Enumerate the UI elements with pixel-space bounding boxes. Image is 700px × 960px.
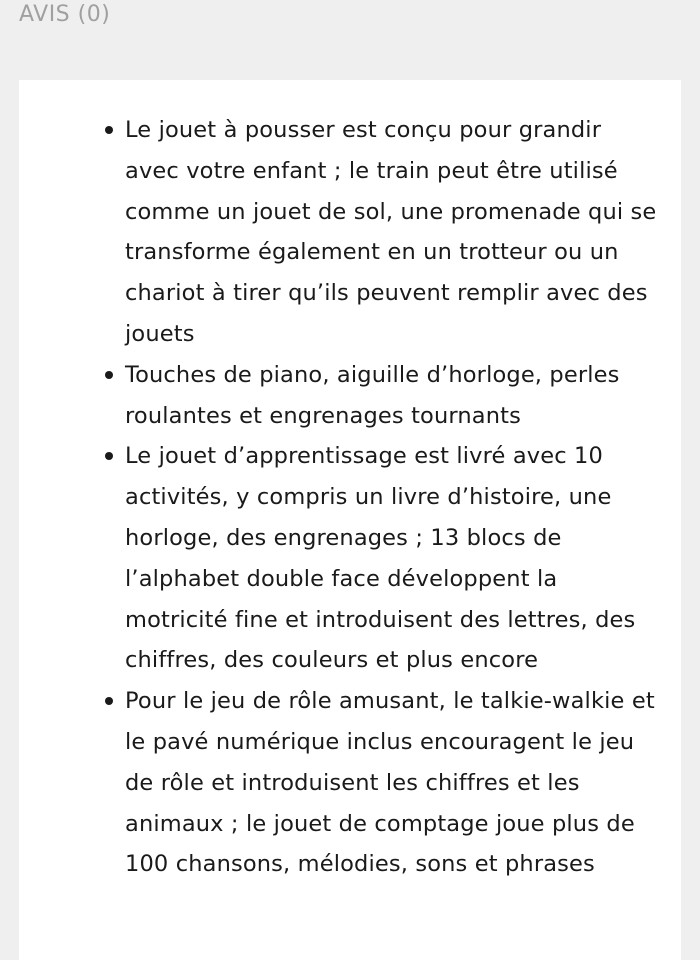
feature-list xyxy=(19,110,681,885)
feature-item xyxy=(19,436,681,681)
bullet-icon xyxy=(105,371,113,379)
feature-item xyxy=(19,110,681,355)
feature-text: Le jouet d’apprentissage est livré avec 10 activités, y compris un livre d’histoire, une horloge, des engrenages ; 13 blocs de l’alphabet double face développent la motricité fine et introduisent des lettres, des chiffres, des couleurs et plus encore xyxy=(125,443,636,674)
bullet-icon xyxy=(105,126,113,134)
feature-item xyxy=(19,355,681,437)
description-panel xyxy=(19,80,681,960)
feature-text: Le jouet à pousser est conçu pour grandir avec votre enfant ; le train peut être utilisé comme un jouet de sol, une promenade qui se transforme également en un trotteur ou un chariot à tirer qu’ils peuvent remplir avec des jouets xyxy=(125,117,657,347)
feature-text: Pour le jeu de rôle amusant, le talkie-walkie et le pavé numérique inclus encouragent le jeu de rôle et introduisent les chiffres et les animaux ; le jouet de comptage joue plus de 100 chansons, mélodies, sons et phrases xyxy=(125,688,655,878)
feature-item xyxy=(19,681,681,885)
bullet-icon xyxy=(105,452,113,460)
reviews-tab[interactable]: AVIS (0) xyxy=(19,2,111,27)
bullet-icon xyxy=(105,697,113,705)
feature-text: Touches de piano, aiguille d’horloge, perles roulantes et engrenages tournants xyxy=(125,361,620,429)
